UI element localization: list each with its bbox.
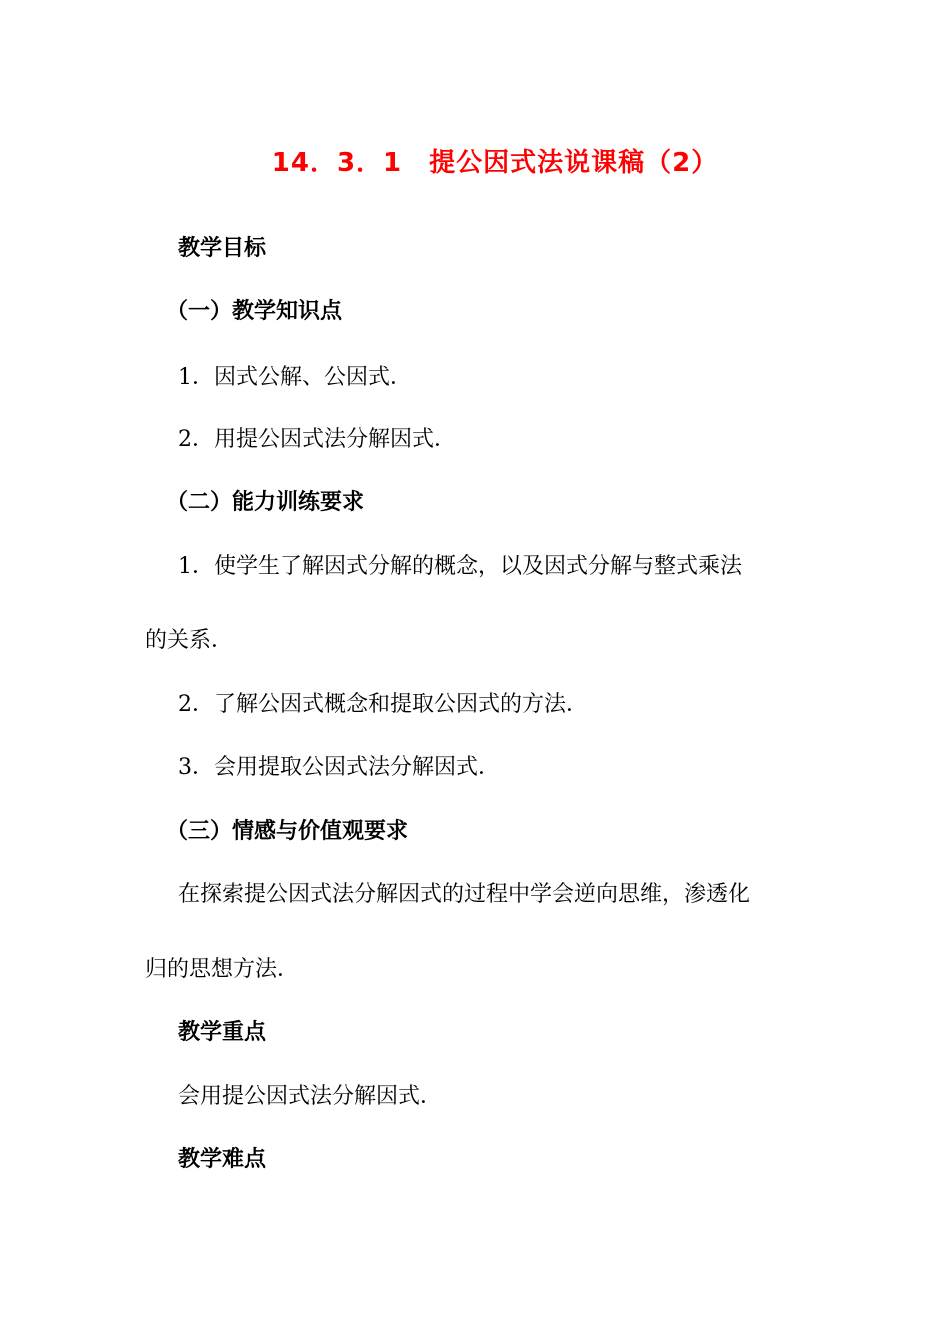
paragraph-line: 归的思想方法． (145, 957, 300, 982)
paragraph-line: 的关系． (145, 628, 234, 653)
subsection-heading-ability-requirements: （二）能力训练要求 (166, 490, 365, 515)
paragraph-line: 3．会用提取公因式法分解因式． (178, 755, 500, 780)
paragraph-line: 在探索提公因式法分解因式的过程中学会逆向思维，渗透化 (178, 882, 751, 907)
paragraph-line: 1．因式公解、公因式． (178, 365, 412, 390)
section-heading-teaching-focus: 教学重点 (178, 1020, 267, 1045)
section-heading-teaching-difficulty: 教学难点 (178, 1147, 267, 1172)
paragraph-line: 2．用提公因式法分解因式． (178, 427, 456, 452)
document-title: 14．3．1 提公因式法说课稿（2） (271, 148, 719, 178)
subsection-heading-knowledge-points: （一）教学知识点 (166, 299, 343, 324)
subsection-heading-values-requirements: （三）情感与价值观要求 (166, 819, 409, 844)
paragraph-line: 会用提公因式法分解因式． (178, 1084, 443, 1109)
paragraph-line: 2．了解公因式概念和提取公因式的方法． (178, 692, 588, 717)
section-heading-teaching-goals: 教学目标 (178, 236, 267, 261)
paragraph-line: 1．使学生了解因式分解的概念，以及因式分解与整式乘法 (178, 554, 742, 579)
